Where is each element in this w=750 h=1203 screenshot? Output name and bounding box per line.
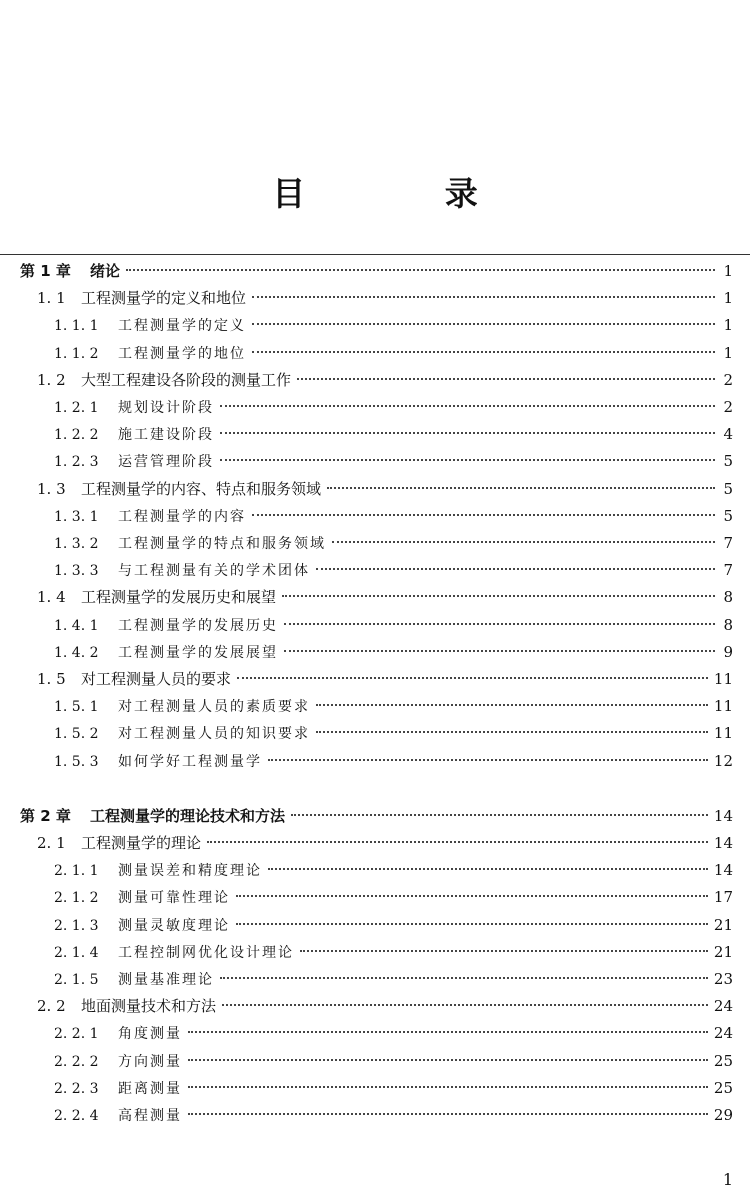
toc-entry-page: 11 (713, 724, 733, 743)
page-number: 1 (722, 1170, 733, 1189)
dot-leader (188, 1059, 708, 1061)
toc-entry-number: 2. 1. 3 (54, 917, 99, 934)
toc-subsection-entry[interactable] (54, 639, 733, 666)
toc-entry-page: 1 (723, 343, 733, 362)
toc-entry-title: 绪论 (90, 262, 121, 280)
toc-entry-page: 2 (723, 398, 733, 416)
toc-subsection-entry[interactable] (54, 394, 733, 421)
toc-subsection-entry[interactable] (54, 720, 733, 747)
toc-entry-title: 工程测量学的定义和地位 (81, 289, 247, 308)
title-divider (0, 254, 750, 255)
toc-entry-page: 7 (723, 534, 733, 552)
toc-entry-page: 1 (723, 262, 733, 280)
toc-entry-title: 工程测量学的内容、特点和服务领域 (81, 479, 322, 498)
toc-entry-number: 1. 1 (37, 289, 66, 308)
toc-entry-title: 工程测量学的发展历史 (118, 617, 278, 634)
toc-entry-page: 11 (713, 697, 733, 716)
toc-subsection-entry[interactable] (54, 1075, 733, 1102)
dot-leader (316, 731, 708, 733)
toc-entry-title: 角度测量 (118, 1026, 182, 1043)
toc-chapter-entry[interactable] (20, 803, 733, 830)
toc-entry-title: 施工建设阶段 (118, 427, 214, 444)
toc-subsection-entry[interactable] (54, 1020, 733, 1047)
toc-entry-page: 5 (723, 506, 733, 525)
toc-section-entry[interactable] (37, 830, 733, 857)
page-title: 目 录 (272, 174, 542, 213)
dot-leader (220, 405, 715, 407)
toc-entry-title: 测量基准理论 (118, 972, 214, 988)
toc-entry-title: 与工程测量有关的学术团体 (118, 563, 310, 580)
toc-entry-page: 5 (723, 479, 733, 498)
dot-leader (237, 677, 708, 679)
toc-section-entry[interactable] (37, 285, 733, 312)
toc-subsection-entry[interactable] (54, 966, 733, 993)
toc-entry-title: 高程测量 (118, 1108, 182, 1124)
toc-entry-title: 对工程测量人员的要求 (81, 670, 232, 688)
dot-leader (188, 1113, 708, 1115)
dot-leader (316, 704, 708, 706)
toc-section-entry[interactable] (37, 584, 733, 611)
toc-entry-number: 第 1 章 (20, 262, 71, 280)
dot-leader (220, 459, 715, 461)
toc-entry-number: 1. 4. 2 (54, 644, 99, 661)
dot-leader (284, 650, 715, 652)
toc-entry-number: 2. 1 (37, 834, 66, 852)
toc-entry-page: 8 (723, 615, 733, 634)
toc-entry-number: 1. 2. 3 (54, 454, 99, 471)
dot-leader (220, 977, 708, 979)
toc-entry-number: 2. 2 (37, 997, 66, 1016)
toc-entry-number: 1. 3. 3 (54, 563, 99, 580)
toc-subsection-entry[interactable] (54, 884, 733, 911)
toc-entry-number: 2. 2. 1 (54, 1026, 99, 1043)
dot-leader (268, 759, 708, 761)
toc-entry-title: 工程测量学的发展展望 (118, 644, 278, 661)
toc-entry-number: 2. 1. 4 (54, 944, 99, 961)
toc-entry-title: 对工程测量人员的知识要求 (118, 726, 310, 743)
toc-entry-page: 2 (723, 370, 733, 389)
toc-entry-title: 对工程测量人员的素质要求 (118, 699, 310, 716)
dot-leader (236, 895, 708, 897)
toc-subsection-entry[interactable] (54, 557, 733, 584)
toc-entry-number: 1. 2. 2 (54, 427, 99, 444)
toc-entry-page: 8 (723, 588, 733, 607)
toc-entry-number: 1. 1. 1 (54, 318, 99, 335)
toc-entry-number: 1. 5 (37, 670, 66, 688)
toc-subsection-entry[interactable] (54, 503, 733, 530)
toc-entry-page: 25 (713, 1051, 733, 1070)
toc-entry-title: 距离测量 (118, 1080, 182, 1097)
toc-entry-page: 14 (713, 834, 733, 852)
toc-section-entry[interactable] (37, 666, 733, 693)
toc-entry-number: 2. 2. 2 (54, 1053, 99, 1070)
toc-entry-title: 工程测量学的特点和服务领域 (118, 536, 326, 552)
toc-entry-title: 如何学好工程测量学 (118, 753, 262, 770)
toc-subsection-entry[interactable] (54, 939, 733, 966)
toc-entry-title: 工程控制网优化设计理论 (118, 944, 294, 961)
toc-subsection-entry[interactable] (54, 312, 733, 339)
toc-entry-title: 工程测量学的地位 (118, 345, 246, 362)
toc-entry-page: 11 (713, 670, 733, 688)
dot-leader (316, 568, 715, 570)
dot-leader (220, 432, 715, 434)
dot-leader (327, 487, 715, 489)
toc-entry-page: 5 (723, 452, 733, 471)
toc-subsection-entry[interactable] (54, 448, 733, 475)
toc-entry-title: 测量可靠性理论 (118, 890, 230, 907)
toc-section-entry[interactable] (37, 993, 733, 1020)
toc-entry-title: 大型工程建设各阶段的测量工作 (81, 370, 292, 389)
toc-entry-title: 工程测量学的理论 (81, 834, 202, 852)
toc-entry-page: 24 (713, 1024, 733, 1043)
toc-entry-number: 第 2 章 (20, 806, 71, 825)
dot-leader (126, 269, 715, 271)
dot-leader (284, 623, 715, 625)
toc-entry-page: 9 (723, 642, 733, 661)
toc-entry-number: 1. 5. 3 (54, 753, 99, 770)
toc-entry-number: 2. 2. 3 (54, 1080, 99, 1097)
toc-subsection-entry[interactable] (54, 612, 733, 639)
dot-leader (291, 814, 708, 816)
toc-entry-page: 7 (723, 561, 733, 580)
dot-leader (236, 923, 708, 925)
toc-entry-title: 测量灵敏度理论 (118, 917, 230, 934)
toc-section-entry[interactable] (37, 476, 733, 503)
toc-entry-page: 24 (713, 997, 733, 1016)
toc-section-entry[interactable] (37, 367, 733, 394)
toc-entry-title: 工程测量学的定义 (118, 318, 246, 335)
toc-entry-page: 17 (713, 888, 733, 907)
dot-leader (207, 841, 708, 843)
toc-entry-number: 1. 3. 1 (54, 508, 99, 525)
toc-entry-title: 工程测量学的内容 (118, 508, 246, 525)
toc-entry-page: 14 (713, 806, 733, 825)
dot-leader (222, 1004, 708, 1006)
dot-leader (188, 1031, 708, 1033)
toc-subsection-entry[interactable] (54, 693, 733, 720)
toc-entry-title: 规划设计阶段 (118, 400, 214, 416)
toc-entry-page: 1 (723, 289, 733, 308)
dot-leader (252, 323, 715, 325)
dot-leader (300, 950, 708, 952)
toc-subsection-entry[interactable] (54, 912, 733, 939)
toc-entry-number: 1. 4. 1 (54, 617, 99, 634)
toc-entry-number: 1. 2. 1 (54, 400, 99, 416)
toc-entry-page: 14 (713, 861, 733, 880)
toc-entry-page: 21 (713, 942, 733, 961)
toc-entry-page: 1 (723, 316, 733, 335)
toc-subsection-entry[interactable] (54, 340, 733, 367)
toc-entry-number: 1. 5. 2 (54, 726, 99, 743)
toc-entry-page: 29 (713, 1106, 733, 1124)
toc-entry-number: 2. 1. 2 (54, 890, 99, 907)
toc-entry-page: 25 (713, 1078, 733, 1097)
toc-entry-number: 1. 4 (37, 588, 66, 607)
toc-entry-title: 测量误差和精度理论 (118, 863, 262, 880)
dot-leader (252, 296, 715, 298)
toc-entry-number: 1. 1. 2 (54, 345, 99, 362)
dot-leader (282, 595, 715, 597)
toc-entry-number: 2. 2. 4 (54, 1108, 99, 1124)
toc-entry-title: 运营管理阶段 (118, 454, 214, 471)
toc-entry-page: 23 (713, 970, 733, 988)
toc-entry-title: 地面测量技术和方法 (81, 997, 217, 1016)
dot-leader (332, 541, 715, 543)
toc-entry-number: 1. 2 (37, 370, 66, 389)
dot-leader (297, 378, 715, 380)
dot-leader (252, 351, 715, 353)
toc-entry-page: 21 (713, 915, 733, 934)
toc-entry-number: 1. 5. 1 (54, 699, 99, 716)
toc-entry-title: 工程测量学的发展历史和展望 (81, 588, 277, 607)
toc-subsection-entry[interactable] (54, 857, 733, 884)
toc-subsection-entry[interactable] (54, 748, 733, 775)
toc-entry-number: 1. 3. 2 (54, 536, 99, 552)
toc-entry-number: 2. 1. 1 (54, 863, 99, 880)
dot-leader (188, 1086, 708, 1088)
toc-entry-page: 12 (713, 751, 733, 770)
toc-entry-number: 1. 3 (37, 479, 66, 498)
toc-entry-title: 工程测量学的理论技术和方法 (90, 806, 286, 825)
toc-entry-title: 方向测量 (118, 1053, 182, 1070)
toc-entry-number: 2. 1. 5 (54, 972, 99, 988)
toc-subsection-entry[interactable] (54, 530, 733, 557)
dot-leader (252, 514, 715, 516)
toc-entry-page: 4 (723, 425, 733, 444)
toc-chapter-entry[interactable] (20, 258, 733, 285)
toc-subsection-entry[interactable] (54, 1048, 733, 1075)
toc-subsection-entry[interactable] (54, 1102, 733, 1129)
toc-subsection-entry[interactable] (54, 421, 733, 448)
dot-leader (268, 868, 708, 870)
